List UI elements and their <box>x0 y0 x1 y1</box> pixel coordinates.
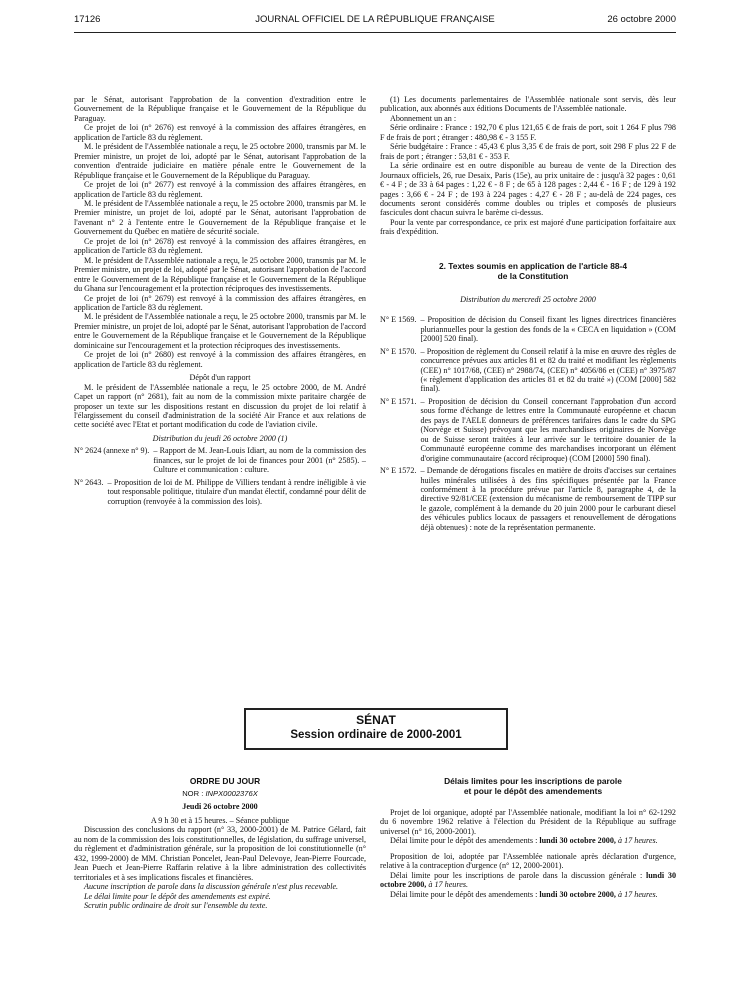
document-entry <box>380 466 676 532</box>
document-entry <box>380 397 676 463</box>
left-paragraph: Ce projet de loi (n° 2678) est renvoyé à la commission des affaires étrangères, en application de l'article 83 du règlement. <box>74 236 366 256</box>
footnote: (1) Les documents parlementaires de l'Assemblée nationale sont servis, dès leur publication, aux abonnés aux éditions Documents de l'Assemblée nationale. <box>380 95 676 114</box>
left-paragraph: M. le président de l'Assemblée nationale a reçu, le 25 octobre 2000, de M. André Capet un rapport (n° 2681), fait au nom de la commission mixte paritaire chargée de proposer un texte sur les dispositions restant en discussion du projet de loi relatif à l'élargissement du conseil d'administration de la société Air France et aux relations de cette société avec l'Etat et portant modification du code de l'aviation civile. <box>74 382 366 430</box>
note-inscription: Aucune inscription de parole dans la discussion générale n'est plus recevable. <box>84 882 339 892</box>
nor-code: INPX0002376X <box>205 789 258 798</box>
document-entry <box>380 347 676 394</box>
delai-amendements-1 <box>380 836 676 845</box>
left-paragraph: Ce projet de loi (n° 2679) est renvoyé à la commission des affaires étrangères, en application de l'article 83 du règlement. <box>74 293 366 312</box>
left-paragraph: M. le président de l'Assemblée nationale a reçu, le 25 octobre 2000, transmis par M. le Premier ministre, un projet de loi, adopté par le Sénat, autorisant l'approbation de l'accord entre le Gouvernement de la République française et le Gouvernement de la République du Ghana sur l'encouragement et la protection réciproques des investissements. <box>74 255 366 294</box>
left-paragraph: M. le président de l'Assemblée nationale a reçu, le 25 octobre 2000, transmis par M. le Premier ministre, un projet de loi, adopté par le Sénat, autorisant l'approbation de l'avenant n° 2 à l'entente entre le Gouvernement de la République française et le Gouvernement du Québec en matière de sécurité sociale. <box>74 198 366 237</box>
document-entry <box>74 446 366 474</box>
vente-correspondance: Pour la vente par correspondance, ce prix est majoré d'une participation forfaitaire aux frais d'expédition. <box>380 217 676 237</box>
delais-limites <box>380 776 676 899</box>
senat-box <box>244 708 508 750</box>
document-description: – Proposition de décision du Conseil fixant les lignes directrices financières pluriannuelles pour la gestion des fonds de la « CECA en liquidation » (COM [2000] 520 final). <box>420 315 676 344</box>
serie-ordinaire: Série ordinaire : France : 192,70 € plus 121,65 € de frais de port, soit 1 264 F plus 798 F de frais de port ; étranger : 480,98 € - 3 155 F. <box>380 123 676 142</box>
delais-title-line1: Délais limites pour les inscriptions de parole <box>444 776 622 786</box>
left-paragraph: M. le président de l'Assemblée nationale a reçu, le 25 octobre 2000, transmis par M. le Premier ministre, un projet de loi, adopté par le Sénat, autorisant l'approbation de l'accord entre le Gouvernement de la République française et le Gouvernement de la République dominicaine sur l'encouragement et la protection réciproques des investissements. <box>74 312 366 350</box>
ordre-du-jour-title: ORDRE DU JOUR <box>189 776 261 786</box>
delais-title-line2: et pour le dépôt des amendements <box>463 786 603 796</box>
section-title-line1: 2. Textes soumis en application de l'article 88-4 <box>438 260 627 271</box>
delai-hour: à 17 heures. <box>618 889 658 899</box>
serie-budgetaire: Série budgétaire : France : 45,43 € plus 3,35 € de frais de port, soit 298 F plus 22 F de frais de port ; étranger : 53,81 € - 353 F. <box>380 142 676 161</box>
journal-title: JOURNAL OFFICIEL DE LA RÉPUBLIQUE FRANÇAISE <box>255 14 495 25</box>
nor-label: NOR : <box>182 789 204 798</box>
delai-date: lundi 30 octobre 2000, <box>380 870 677 890</box>
document-entry <box>380 315 676 343</box>
ordre-du-jour <box>74 776 366 910</box>
delai-parole-2 <box>380 871 676 890</box>
vente-numero: La série ordinaire est en outre disponible au bureau de vente de la Direction des Journaux officiels, 26, rue Desaix, Paris (15e), au prix unitaire de : jusqu'à 32 pages : 0,61 € - 4 F ; de 33 à 64 pages : 1,22 € - 8 F ; de 65 à 128 pages : 2,44 € - 16 F ; de 129 à 192 pages : 3,66 € - 24 F ; de 193 à 224 pages : 4,27 € - 28 F ; au-delà de 224 pages, ces documents seront considérés comme doubles ou triples et composés de plusieurs fascicules dont chacun suivra le barème ci-dessus. <box>380 161 676 218</box>
distribution-date: Distribution du mercredi 25 octobre 2000 <box>460 294 596 304</box>
delai-hour: à 17 heures. <box>618 836 658 846</box>
delai-label: Délai limite pour le dépôt des amendements : <box>390 889 538 899</box>
page-number: 17126 <box>74 14 101 25</box>
left-paragraph: Ce projet de loi (n° 2677) est renvoyé à la commission des affaires étrangères, en application de l'article 83 du règlement. <box>74 180 366 199</box>
right-column <box>380 95 676 532</box>
page-header <box>74 14 676 28</box>
senat-session: Session ordinaire de 2000-2001 <box>290 729 462 741</box>
document-description: – Rapport de M. Jean-Louis Idiart, au nom de la commission des finances, sur le projet de loi de finances pour 2001 (n° 2585). – Culture et communication : culture. <box>153 446 366 475</box>
document-number: N° 2624 (annexe n° 9). <box>74 446 150 456</box>
section-title-line2: de la Constitution <box>497 270 569 281</box>
ordre-du-jour-date: Jeudi 26 octobre 2000 <box>182 802 258 812</box>
delai-amendements-2 <box>380 890 676 899</box>
document-number: N° E 1572. <box>380 466 417 476</box>
document-number: N° E 1571. <box>380 396 417 406</box>
right-document-list <box>380 315 676 532</box>
seance-time: A 9 h 30 et à 15 heures. – Séance publique <box>150 815 290 825</box>
note-delai-amendements: Le délai limite pour le dépôt des amendements est expiré. <box>84 891 271 901</box>
delai-date: lundi 30 octobre 2000, <box>539 836 616 846</box>
delai-label: Délai limite pour les inscriptions de parole dans la discussion générale : <box>390 870 643 880</box>
document-description: – Proposition de loi de M. Philippe de Villiers tendant à rendre inéligible à vie tout responsable politique, titulaire d'un mandat électif, condamné pour délit de corruption (renvoyée à la commission des lois). <box>107 477 366 506</box>
left-paragraph: Ce projet de loi (n° 2680) est renvoyé à la commission des affaires étrangères, en application de l'article 83 du règlement. <box>74 350 366 369</box>
nor-line <box>74 789 366 798</box>
left-paragraph: Dépôt d'un rapport <box>189 373 251 383</box>
document-description: – Demande de dérogations fiscales en matière de droits d'accises sur certaines huiles minérales utilisées à des fins spécifiques présentée par la France conformément à la procédure prévue par l'article 8, paragraphe 4, de la directive 92/81/CEE (extension du mécanisme de remboursement de TIPP sur le gazole, complément à la demande du 20 juin 2000 pour le carburant diesel des véhicules publics locaux de passagers et renouvellement de dérogations déjà obtenues) : note de la représentation permanente. <box>420 466 676 532</box>
header-rule <box>74 32 676 33</box>
document-description: – Proposition de décision du Conseil concernant l'approbation d'un accord sous forme d'échange de lettres entre la Communauté européenne et chacun des pays de l'AELE donneurs de préférences tarifaires dans le cadre du SPG (Norvège et Suisse) prévoyant que les marchandises originaires de Norvège ou de Suisse seront traitées à leur arrivée sur le territoire douanier de la Communauté européenne comme des marchandises incorporant un élément d'origine communautaire (accord réciproque) (COM [2000] 590 final). <box>420 396 676 463</box>
projet-loi-organique: Projet de loi organique, adopté par l'Assemblée nationale, modifiant la loi n° 62-1292 du 6 novembre 1962 relative à l'élection du Président de la République au suffrage universel (n° 16, 2000-2001). <box>380 808 676 836</box>
document-number: N° E 1570. <box>380 346 417 356</box>
document-entry <box>74 478 366 506</box>
note-scrutin: Scrutin public ordinaire de droit sur l'ensemble du texte. <box>84 900 268 910</box>
left-document-list <box>74 446 366 506</box>
left-paragraph: Distribution du jeudi 26 octobre 2000 (1) <box>152 433 288 443</box>
abonnement-label: Abonnement un an : <box>390 113 457 123</box>
document-number: N° E 1569. <box>380 315 417 325</box>
left-paragraph: Ce projet de loi (n° 2676) est renvoyé à la commission des affaires étrangères, en application de l'article 83 du règlement. <box>74 123 366 142</box>
delai-label: Délai limite pour le dépôt des amendements : <box>390 836 538 846</box>
left-paragraph: par le Sénat, autorisant l'approbation de la convention d'extradition entre le Gouvernement de la République française et le Gouvernement de la République du Paraguay. <box>74 95 366 123</box>
document-description: – Proposition de règlement du Conseil relatif à la mise en œuvre des règles de concurrence prévues aux articles 81 et 82 du traité et modifiant les règlements (CEE) n° 1017/68, (CEE) n° 2988/74, (CEE) n° 4056/86 et (CEE) n° 3975/87 (« règlement d'application des articles 81 et 82 du traité ») (COM [2000] 582 final). <box>420 346 676 394</box>
senat-title: SÉNAT <box>356 713 396 727</box>
delai-hour: à 17 heures. <box>428 880 469 890</box>
left-paragraphs <box>74 95 366 443</box>
delai-date: lundi 30 octobre 2000, <box>539 889 616 899</box>
left-column <box>74 95 366 506</box>
left-paragraph: M. le président de l'Assemblée nationale a reçu, le 25 octobre 2000, transmis par M. le Premier ministre, un projet de loi, adopté par le Sénat, autorisant l'approbation de la convention d'entraide judiciaire en matière pénale entre le Gouvernement de la République française et le Gouvernement de la République du Paraguay. <box>74 142 366 180</box>
discussion-text: Discussion des conclusions du rapport (n° 33, 2000-2001) de M. Patrice Gélard, fait au nom de la commission des lois constitutionnelles, de législation, du suffrage universel, du règlement et d'administration générale, sur la proposition de loi constitutionnelle (n° 432, 1999-2000) de MM. Christian Poncelet, Jean-Paul Delevoye, Jean-Pierre Fourcade, Jean Puech et Jean-Pierre Raffarin relative à la libre administration des collectivités territoriales et à ses implications fiscales et financières. <box>74 825 366 882</box>
issue-date: 26 octobre 2000 <box>607 14 676 25</box>
proposition-contraception: Proposition de loi, adoptée par l'Assemblée nationale après déclaration d'urgence, relative à la contraception d'urgence (n° 12, 2000-2001). <box>380 851 676 871</box>
document-number: N° 2643. <box>74 477 104 487</box>
